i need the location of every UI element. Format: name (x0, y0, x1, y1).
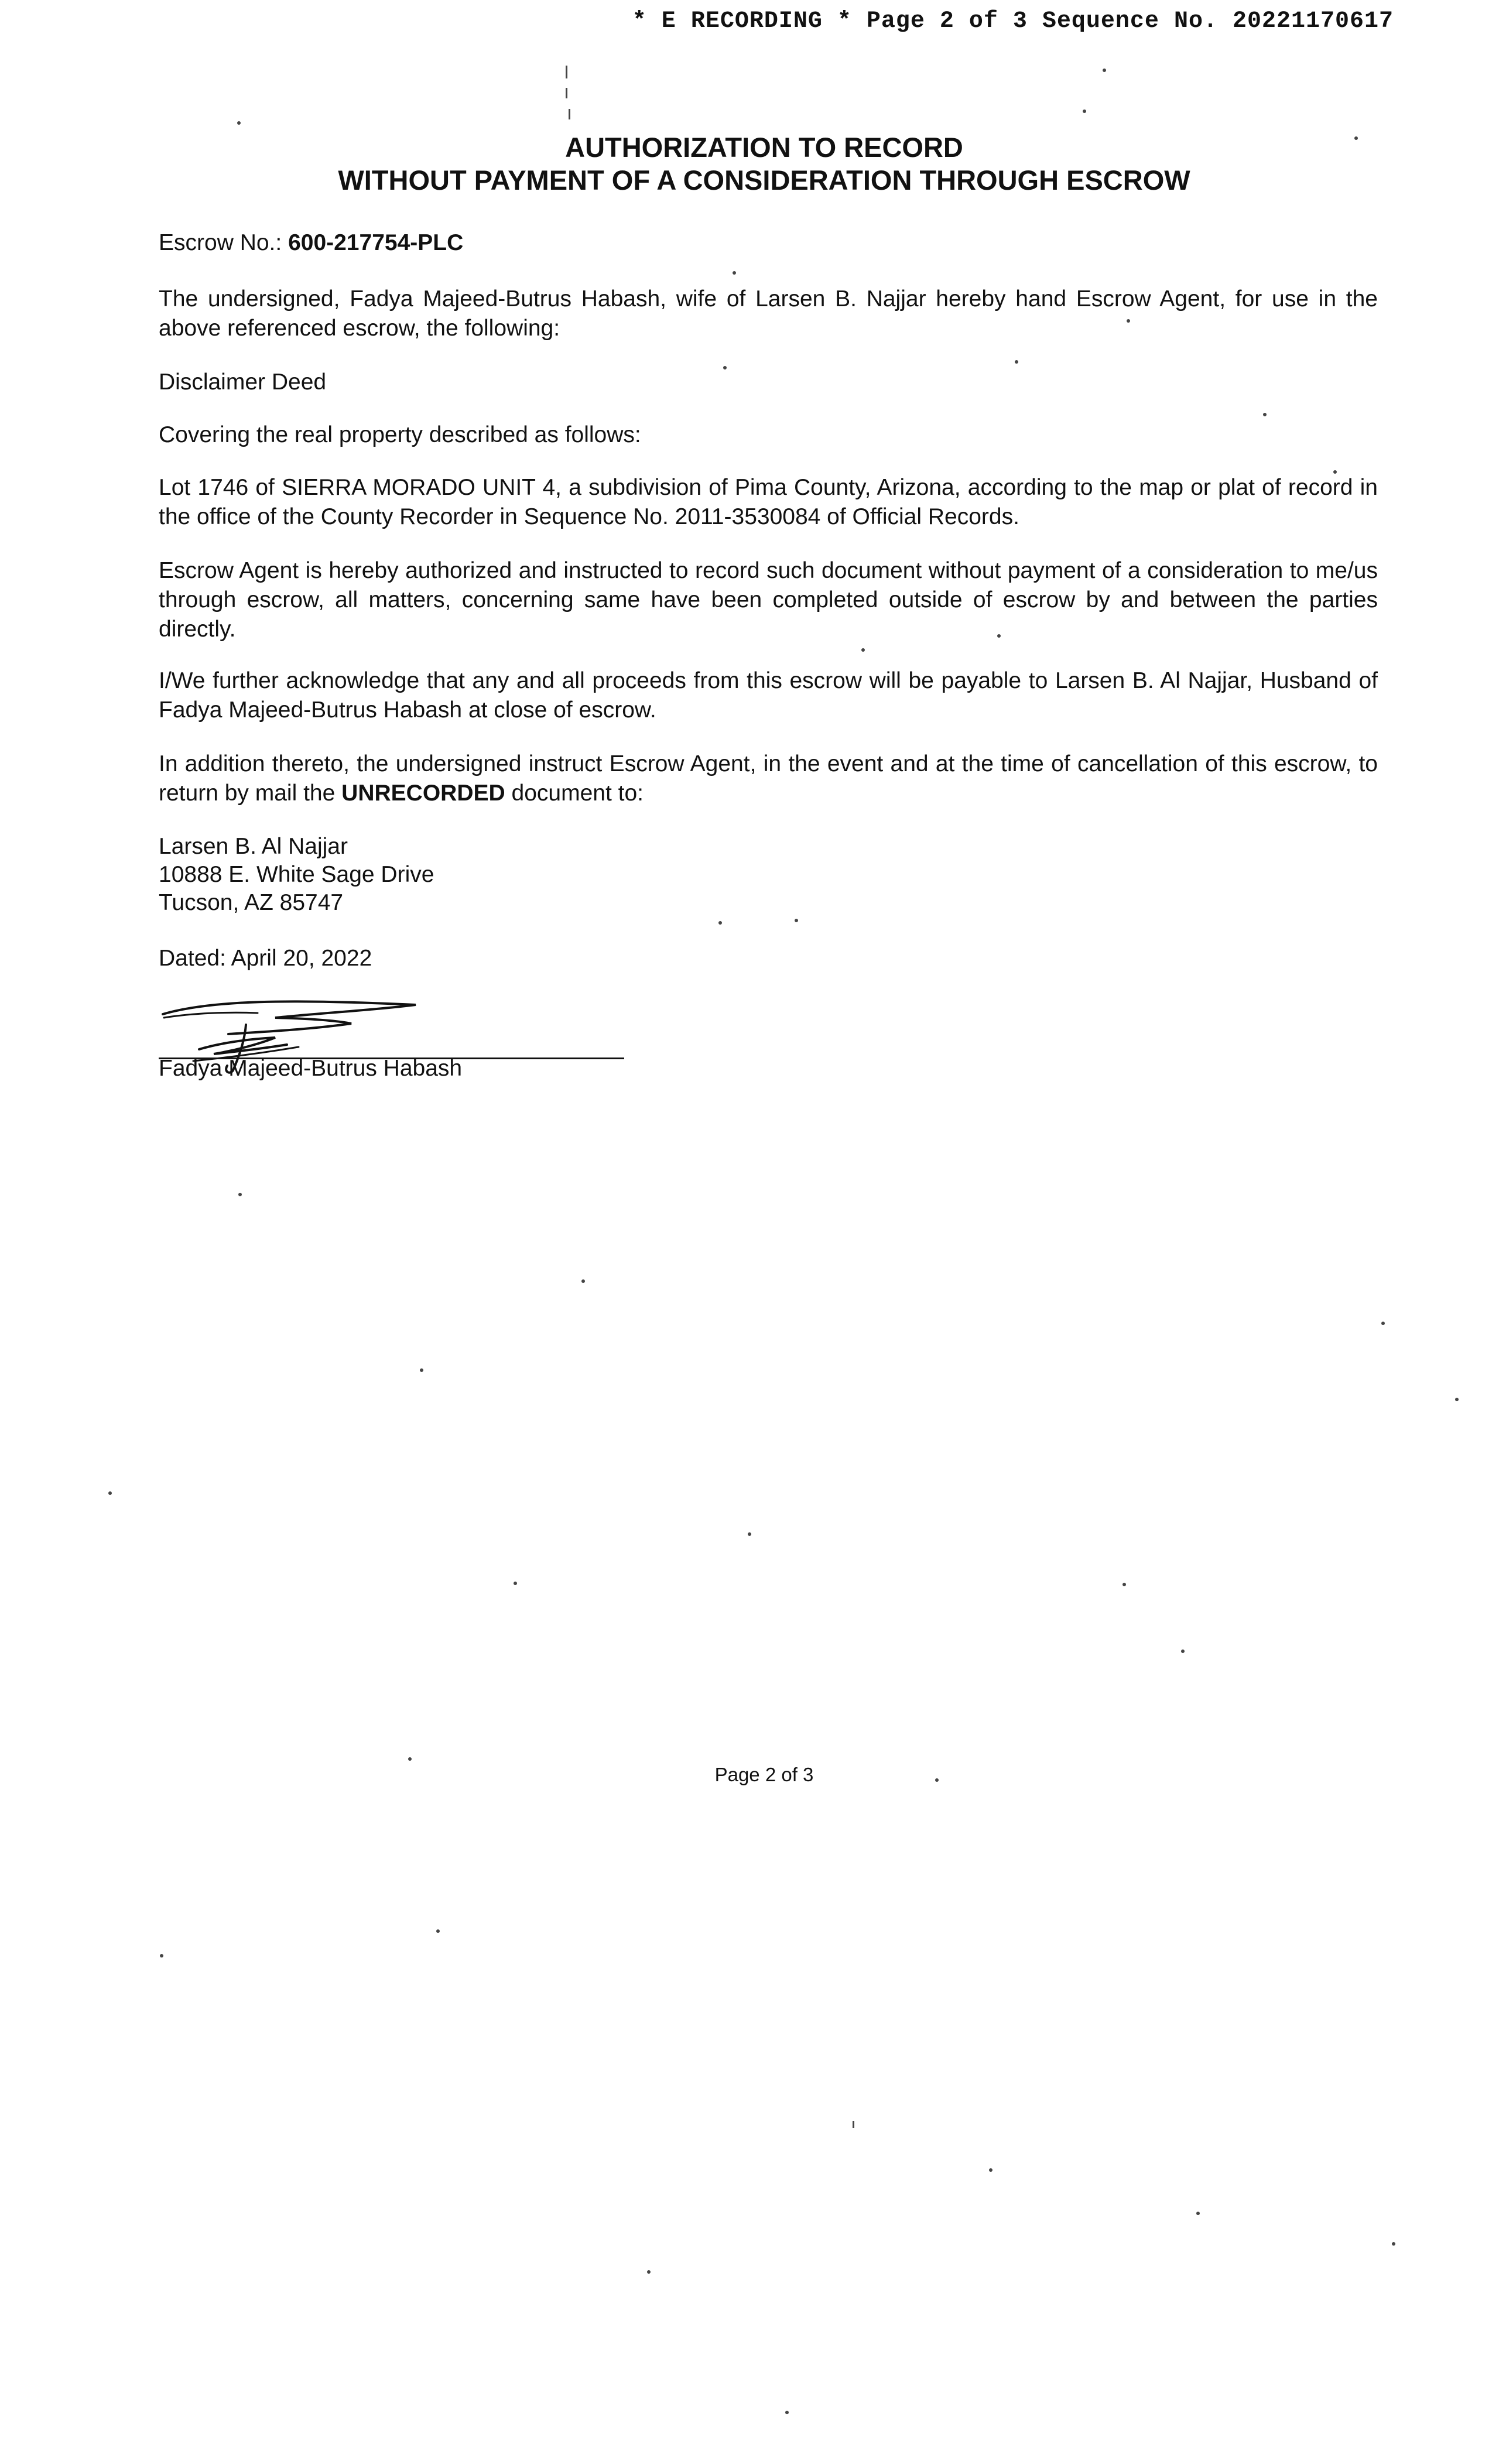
intro-paragraph: The undersigned, Fadya Majeed-Butrus Habash, wife of Larsen B. Najjar hereby hand Escrow Agent, for use in the above referenced escrow, the following: (159, 286, 1378, 341)
address-street: 10888 E. White Sage Drive (159, 862, 434, 887)
covering-paragraph: Covering the real property described as follows: (159, 422, 641, 447)
document-type: Disclaimer Deed (159, 369, 327, 395)
signer-name: Fadya Majeed-Butrus Habash (159, 1056, 463, 1081)
page-number: Page 2 of 3 (714, 1764, 814, 1785)
recording-stamp: * E RECORDING * Page 2 of 3 Sequence No. 20221170617 (632, 8, 1394, 35)
dated-line: Dated: April 20, 2022 (159, 946, 372, 971)
legal-description: Lot 1746 of SIERRA MORADO UNIT 4, a subdivision of Pima County, Arizona, according to the map or plat of record in the office of the County Recorder in Sequence No. 2011-3530084 of Official Records. (159, 475, 1378, 529)
document-title-line-1: AUTHORIZATION TO RECORD (565, 132, 963, 163)
acknowledgement-paragraph: I/We further acknowledge that any and all proceeds from this escrow will be payable to Larsen B. Al Najjar, Husband of Fadya Majeed-Butrus Habash at close of escrow. (159, 668, 1378, 723)
escrow-label: Escrow No.: (159, 230, 282, 255)
authorization-paragraph: Escrow Agent is hereby authorized and instructed to record such document without payment of a consideration to me/us through escrow, all matters, concerning same have been completed outside of escrow by and between the parties directly. (159, 558, 1378, 642)
address-name: Larsen B. Al Najjar (159, 834, 348, 859)
escrow-number: 600-217754-PLC (288, 230, 464, 255)
document-title-line-2: WITHOUT PAYMENT OF A CONSIDERATION THROUGH ESCROW (338, 165, 1190, 196)
addition-text-before: In addition thereto, the undersigned instruct Escrow Agent, in the event and at the time of cancellation of this escrow, to return by mail the (159, 751, 1378, 806)
addition-text-after: document to: (511, 781, 644, 806)
address-city-state-zip: Tucson, AZ 85747 (159, 890, 344, 915)
unrecorded-emphasis: UNRECORDED (341, 781, 505, 806)
